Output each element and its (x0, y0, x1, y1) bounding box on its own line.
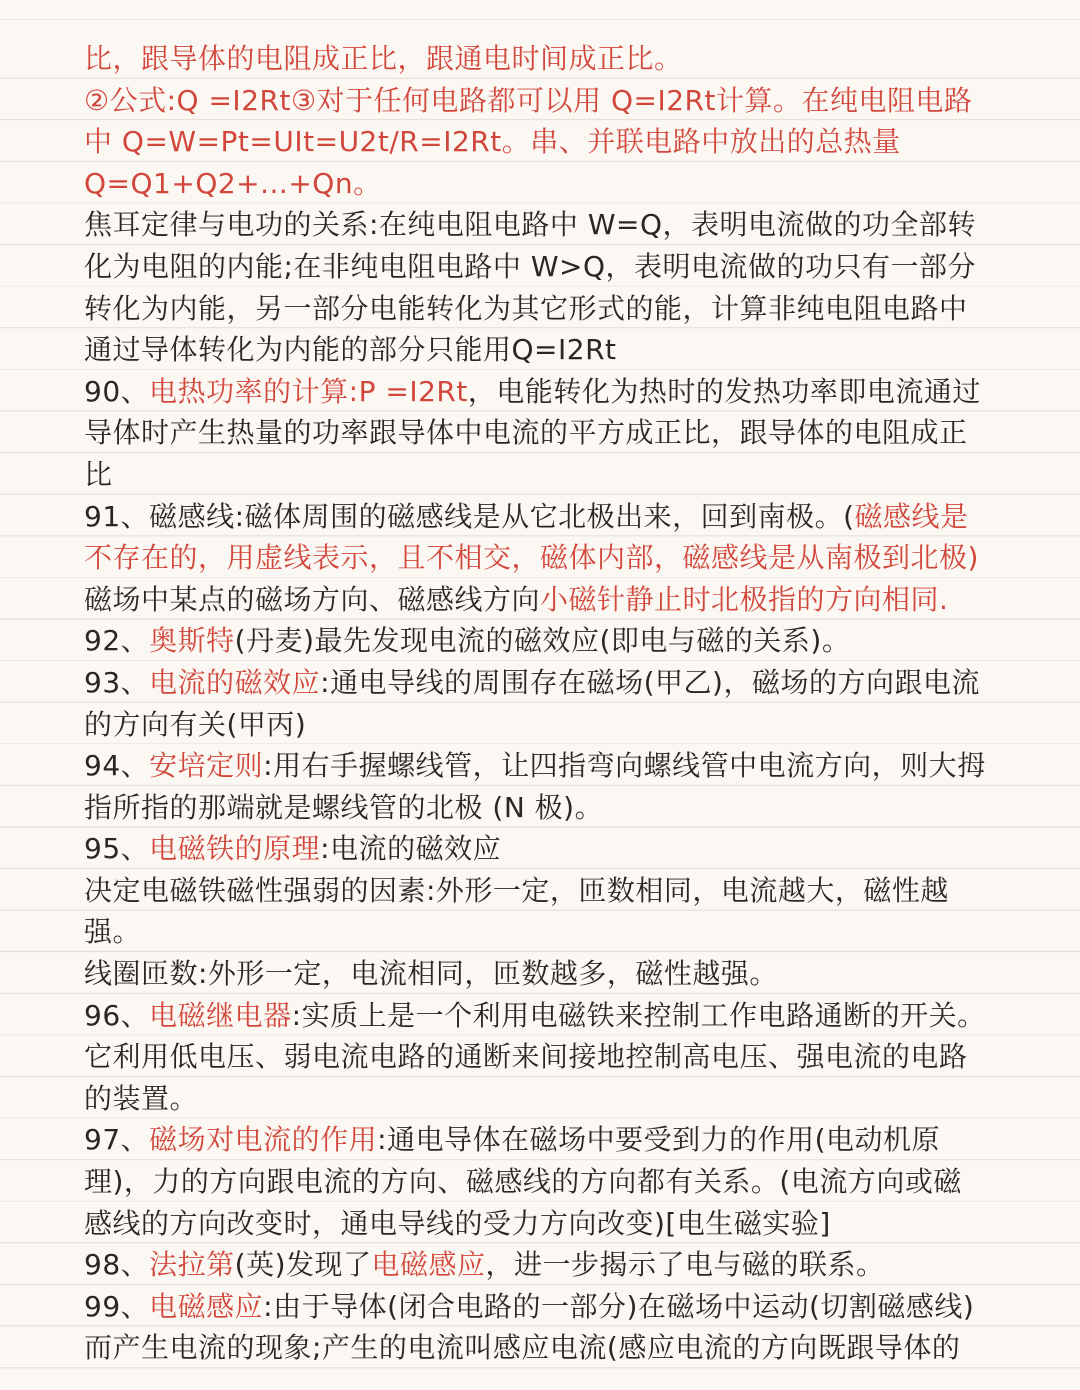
note-text: 指所指的那端就是螺线管的北极 (N 极)。 (84, 790, 604, 824)
note-line (84, 1119, 1010, 1161)
highlighted-text: 法拉第 (149, 1248, 235, 1282)
note-line (84, 995, 1010, 1037)
note-text: 97、 (84, 1123, 150, 1157)
highlighted-text: Q=Q1+Q2+...+Qn。 (84, 166, 382, 200)
note-line (84, 1244, 1010, 1286)
note-text: :实质上是一个利用电磁铁来控制工作电路通断的开关。 (291, 998, 986, 1032)
note-line (84, 745, 1010, 787)
note-text: 的方向有关(甲丙) (84, 707, 307, 741)
note-text: 导体时产生热量的功率跟导体中电流的平方成正比，跟导体的电阻成正 (84, 416, 968, 450)
highlighted-text: 比，跟导体的电阻成正比，跟通电时间成正比。 (84, 42, 683, 75)
note-line (84, 620, 1010, 662)
note-text: 感线的方向改变时，通电导线的受力方向改变)[电生磁实验] (84, 1206, 831, 1240)
note-text: 化为电阻的内能;在非纯电阻电路中 W>Q，表明电流做的功只有一部分 (84, 249, 977, 283)
note-line (84, 204, 1010, 246)
note-line (84, 1078, 1010, 1120)
highlighted-text: 磁感线是 (854, 499, 969, 533)
note-text: 线圈匝数:外形一定，电流相同，匝数越多，磁性越强。 (84, 957, 778, 991)
highlighted-text: ②公式:Q =I2Rt③对于任何电路都可以用 Q=I2Rt计算。在纯电阻电路 (84, 83, 973, 117)
note-line (84, 1203, 1010, 1245)
highlighted-text: 安培定则 (149, 749, 264, 783)
note-text: :通电导线的周围存在磁场(甲乙)，磁场的方向跟电流 (320, 665, 980, 699)
highlighted-text: 不存在的，用虚线表示，且不相交，磁体内部，磁感线是从南极到北极) (84, 541, 979, 575)
note-text: 96、 (84, 998, 150, 1032)
highlighted-text: 电流的磁效应 (149, 665, 321, 699)
highlighted-text: 中 Q=W=Pt=UIt=U2t/R=I2Rt。串、并联电路中放出的总热量 (84, 125, 901, 159)
note-line (84, 953, 1010, 995)
highlighted-text: 电热功率的计算:P =I2Rt (149, 374, 468, 408)
highlighted-text: 磁场对电流的作用 (149, 1123, 378, 1157)
note-text: (丹麦)最先发现电流的磁效应(即电与磁的关系)。 (234, 624, 851, 658)
note-text: 94、 (84, 749, 150, 783)
note-text: 98、 (84, 1248, 150, 1282)
highlighted-text: 小磁针静止时北极指的方向相同. (540, 582, 949, 616)
note-text: 磁场中某点的磁场方向、磁感线方向 (84, 582, 541, 616)
highlighted-text: 电磁铁的原理 (149, 832, 321, 866)
note-text: 91、磁感线:磁体周围的磁感线是从它北极出来，回到南极。( (84, 499, 855, 533)
note-line (84, 288, 1010, 330)
note-line (84, 1286, 1010, 1328)
note-line (84, 412, 1010, 454)
note-line (84, 537, 1010, 579)
note-text: 决定电磁铁磁性强弱的因素:外形一定，匝数相同，电流越大，磁性越 (84, 873, 949, 907)
note-text-body (84, 38, 1010, 1369)
note-line (84, 828, 1010, 870)
note-line (84, 579, 1010, 621)
note-line (84, 38, 1010, 80)
note-line (84, 246, 1010, 288)
note-text: 90、 (84, 374, 150, 408)
note-line (84, 454, 1010, 496)
note-text: 比 (84, 457, 113, 491)
note-line (84, 121, 1010, 163)
note-text: 95、 (84, 832, 150, 866)
note-line (84, 329, 1010, 371)
note-text: :电流的磁效应 (320, 832, 502, 866)
note-text: 它利用低电压、弱电流电路的通断来间接地控制高电压、强电流的电路 (84, 1040, 968, 1074)
note-text: 而产生电流的现象;产生的电流叫感应电流(感应电流的方向既跟导体的 (84, 1331, 961, 1365)
note-text: :由于导体(闭合电路的一部分)在磁场中运动(切割磁感线) (263, 1289, 975, 1323)
note-line (84, 496, 1010, 538)
note-text: 强。 (84, 915, 142, 949)
note-line (84, 787, 1010, 829)
note-text: ，电能转化为热时的发热功率即电流通过 (467, 374, 981, 408)
note-text: 转化为内能，另一部分电能转化为其它形式的能，计算非纯电阻电路中 (84, 291, 968, 325)
note-text: 理)，力的方向跟电流的方向、磁感线的方向都有关系。(电流方向或磁 (84, 1165, 962, 1199)
note-text: 99、 (84, 1289, 150, 1323)
note-line (84, 1327, 1010, 1369)
note-text: 焦耳定律与电功的关系:在纯电阻电路中 W=Q，表明电流做的功全部转 (84, 208, 977, 242)
highlighted-text: 电磁感应 (149, 1289, 264, 1323)
note-line (84, 1036, 1010, 1078)
highlighted-text: 奥斯特 (149, 624, 235, 658)
highlighted-text: 电磁感应 (371, 1248, 486, 1282)
note-text: :用右手握螺线管，让四指弯向螺线管中电流方向，则大拇 (263, 749, 986, 783)
note-text: 通过导体转化为内能的部分只能用Q=I2Rt (84, 333, 617, 367)
note-text: ，进一步揭示了电与磁的联系。 (485, 1248, 885, 1282)
note-line (84, 870, 1010, 912)
note-text: :通电导体在磁场中要受到力的作用(电动机原 (377, 1123, 941, 1157)
note-line (84, 662, 1010, 704)
note-text: (英)发现了 (234, 1248, 372, 1282)
note-line (84, 163, 1010, 205)
highlighted-text: 电磁继电器 (149, 998, 292, 1032)
note-line (84, 704, 1010, 746)
note-text: 93、 (84, 665, 150, 699)
note-line (84, 911, 1010, 953)
note-line (84, 80, 1010, 122)
note-line (84, 371, 1010, 413)
note-text: 的装置。 (84, 1081, 199, 1115)
note-text: 92、 (84, 624, 150, 658)
note-line (84, 1161, 1010, 1203)
